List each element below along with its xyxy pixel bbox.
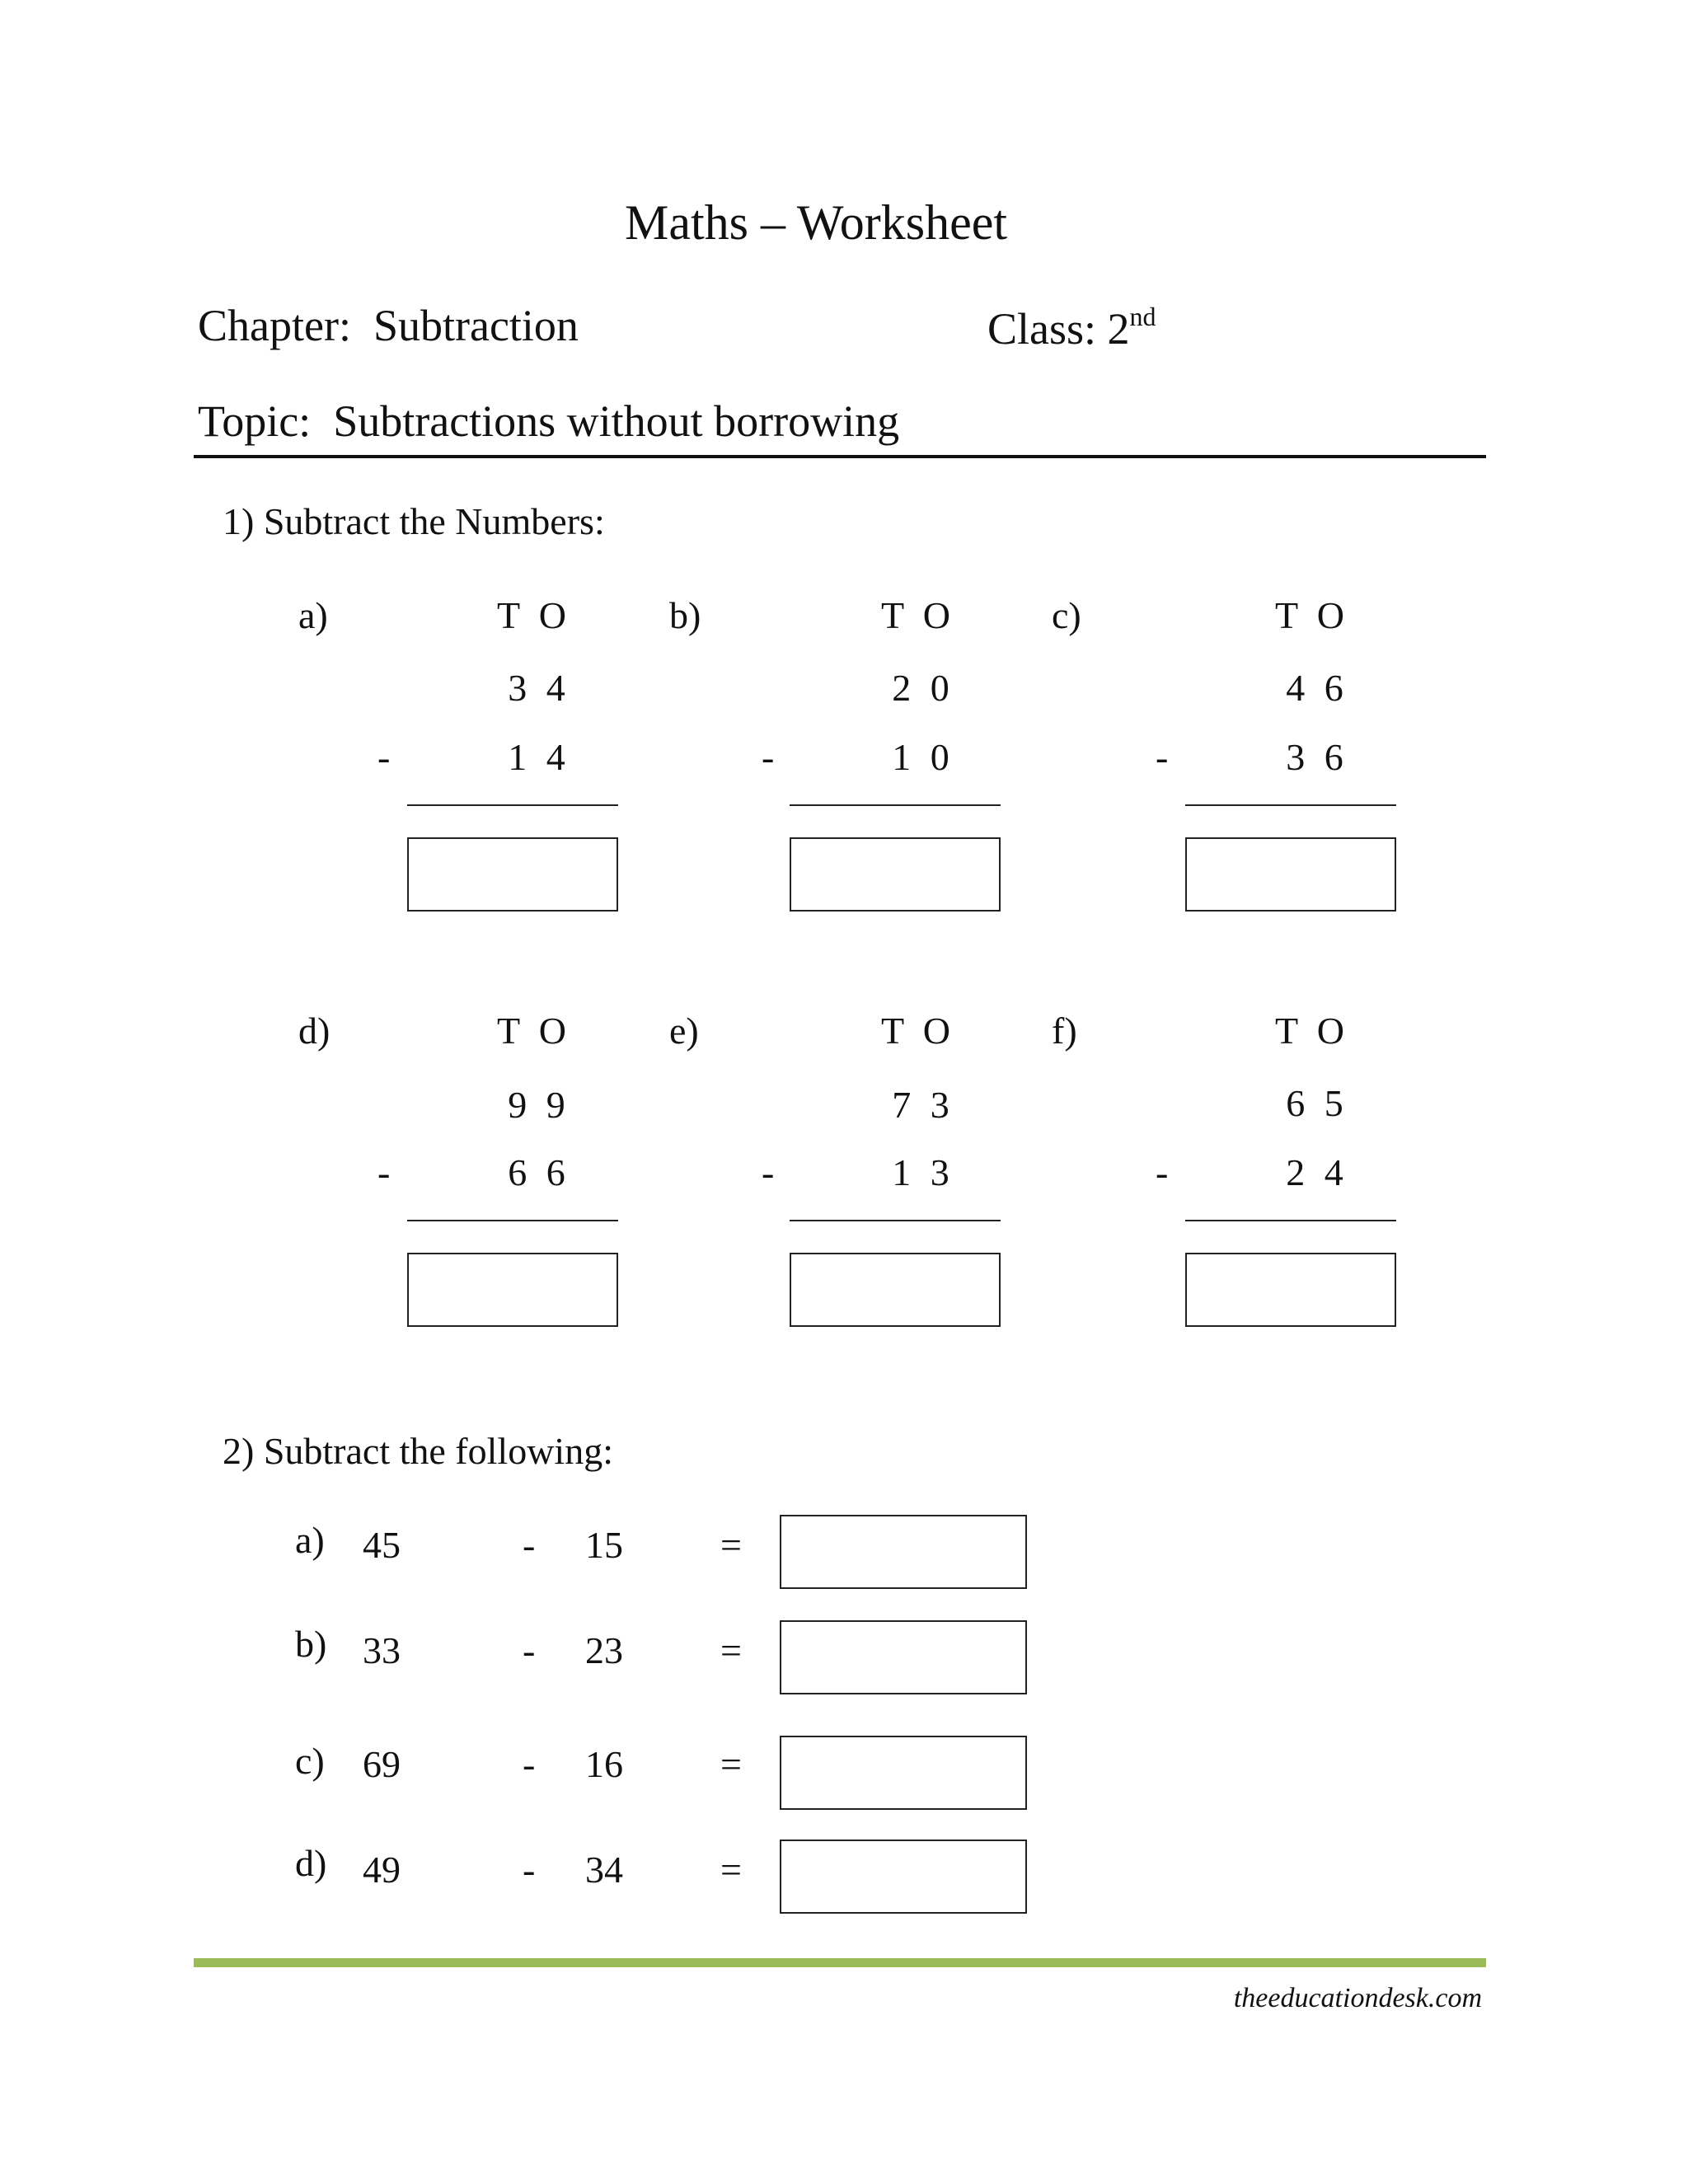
equation-label: c) <box>295 1740 325 1782</box>
header-rule <box>194 455 1486 458</box>
operand-b: 23 <box>585 1629 623 1671</box>
equals-sign: = <box>720 1849 742 1891</box>
minus-sign: - <box>523 1629 536 1671</box>
minuend: 6 5 <box>1286 1082 1348 1124</box>
answer-box[interactable] <box>407 837 618 912</box>
equals-sign: = <box>720 1629 742 1671</box>
topic-line <box>198 396 900 446</box>
answer-box[interactable] <box>1185 1253 1396 1327</box>
answer-box[interactable] <box>780 1620 1027 1694</box>
chapter-value: Subtraction <box>373 301 579 350</box>
problem-label: d) <box>298 1010 331 1052</box>
minus-sign: - <box>762 736 775 778</box>
section2-heading: 2) Subtract the following: <box>223 1430 613 1472</box>
minus-sign: - <box>377 1151 391 1193</box>
operand-b: 15 <box>585 1524 623 1566</box>
minus-sign: - <box>1156 1151 1169 1193</box>
subtrahend: 3 6 <box>1286 736 1348 778</box>
answer-box[interactable] <box>1185 837 1396 912</box>
minuend: 9 9 <box>508 1084 570 1126</box>
worksheet-title: Maths – Worksheet <box>625 195 1008 250</box>
place-value-header: T O <box>881 1010 955 1052</box>
operand-b: 16 <box>585 1743 623 1785</box>
sum-line <box>1185 1220 1396 1221</box>
class-suffix: nd <box>1129 302 1156 331</box>
subtrahend: 1 4 <box>508 736 570 778</box>
place-value-header: T O <box>497 594 571 636</box>
answer-box[interactable] <box>780 1840 1027 1914</box>
place-value-header: T O <box>1275 1010 1349 1052</box>
section1-heading: 1) Subtract the Numbers: <box>223 500 605 542</box>
subtrahend: 1 3 <box>892 1151 954 1193</box>
sum-line <box>407 804 618 806</box>
minuend: 2 0 <box>892 667 954 709</box>
minus-sign: - <box>377 736 391 778</box>
equals-sign: = <box>720 1524 742 1566</box>
problem-label: e) <box>669 1010 699 1052</box>
problem-label: a) <box>298 594 328 636</box>
subtrahend: 6 6 <box>508 1151 570 1193</box>
minuend: 3 4 <box>508 667 570 709</box>
minus-sign: - <box>1156 736 1169 778</box>
footer-site-link[interactable]: theeducationdesk.com <box>1233 1983 1482 2013</box>
operand-a: 69 <box>363 1743 401 1785</box>
place-value-header: T O <box>1275 594 1349 636</box>
answer-box[interactable] <box>780 1515 1027 1589</box>
problem-label: f) <box>1052 1010 1077 1052</box>
subtrahend: 2 4 <box>1286 1151 1348 1193</box>
sum-line <box>407 1220 618 1221</box>
minuend: 7 3 <box>892 1084 954 1126</box>
place-value-header: T O <box>497 1010 571 1052</box>
operand-b: 34 <box>585 1849 623 1891</box>
minus-sign: - <box>523 1524 536 1566</box>
answer-box[interactable] <box>790 837 1001 912</box>
operand-a: 33 <box>363 1629 401 1671</box>
equation-label: a) <box>295 1519 325 1561</box>
topic-label: Topic: <box>198 396 312 446</box>
problem-label: b) <box>669 594 701 636</box>
problem-label: c) <box>1052 594 1081 636</box>
footer-accent-bar <box>194 1958 1486 1967</box>
minuend: 4 6 <box>1286 667 1348 709</box>
chapter-label: Chapter: <box>198 301 351 350</box>
equation-label: b) <box>295 1623 327 1665</box>
chapter-line <box>198 303 579 348</box>
answer-box[interactable] <box>407 1253 618 1327</box>
minus-sign: - <box>762 1151 775 1193</box>
sum-line <box>790 1220 1001 1221</box>
equation-label: d) <box>295 1842 327 1884</box>
place-value-header: T O <box>881 594 955 636</box>
operand-a: 45 <box>363 1524 401 1566</box>
subtrahend: 1 0 <box>892 736 954 778</box>
sum-line <box>790 804 1001 806</box>
class-label: Class: 2 <box>987 304 1130 354</box>
answer-box[interactable] <box>790 1253 1001 1327</box>
minus-sign: - <box>523 1743 536 1785</box>
class-line <box>987 302 1156 354</box>
answer-box[interactable] <box>780 1736 1027 1810</box>
operand-a: 49 <box>363 1849 401 1891</box>
minus-sign: - <box>523 1849 536 1891</box>
topic-value: Subtractions without borrowing <box>333 396 900 446</box>
sum-line <box>1185 804 1396 806</box>
equals-sign: = <box>720 1743 742 1785</box>
